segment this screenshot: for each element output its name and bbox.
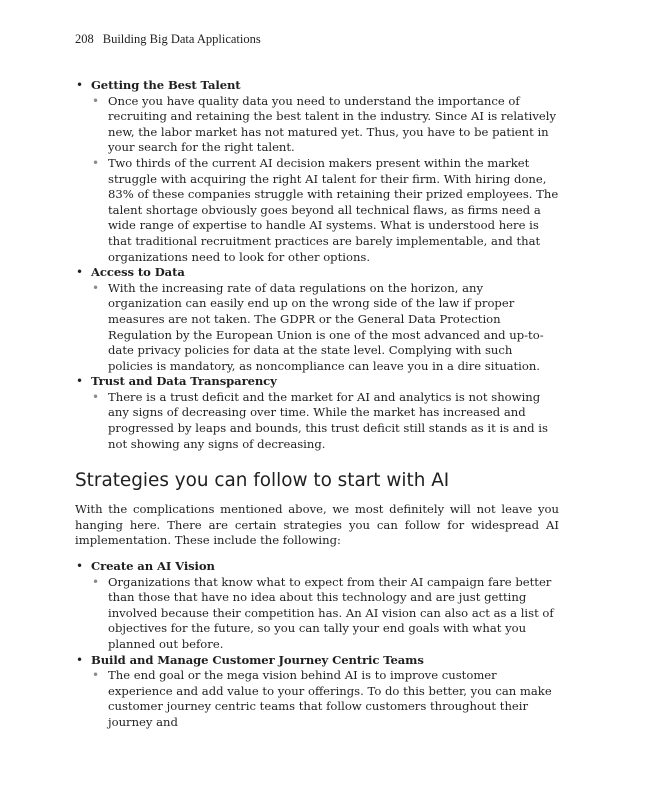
challenges-list (75, 78, 559, 452)
sub-list-item (91, 390, 559, 452)
sub-list-item (91, 575, 559, 653)
sub-bullet-icon: • (92, 93, 100, 108)
list-item (75, 374, 559, 452)
running-header (75, 32, 261, 47)
bullet-icon: • (76, 78, 84, 92)
sub-list-item (91, 94, 559, 156)
list-item (75, 653, 559, 731)
list-item-heading: Getting the Best Talent (91, 78, 241, 92)
running-title: Building Big Data Applications (102, 32, 261, 46)
list-item-heading: Build and Manage Customer Journey Centric Teams (91, 652, 424, 667)
sub-list (91, 668, 559, 730)
sub-bullet-icon: • (92, 668, 100, 683)
sub-bullet-icon: • (92, 389, 100, 404)
sub-bullet-icon: • (92, 574, 100, 589)
sub-list-text: The end goal or the mega vision behind AI is to improve customer experience and add value to your offerings. To do this better, you can make customer journey centric teams that follow customers throughout their journey and (108, 668, 552, 729)
list-item-heading: Create an AI Vision (91, 559, 215, 574)
section-heading: Strategies you can follow to start with AI (75, 470, 450, 492)
list-item (75, 265, 559, 374)
list-item (75, 559, 559, 653)
sub-list (91, 575, 559, 653)
bullet-icon: • (76, 374, 84, 389)
sub-bullet-icon: • (92, 280, 100, 295)
page-number: 208 (75, 32, 94, 46)
list-item-heading: Access to Data (91, 265, 185, 280)
page-body (75, 78, 559, 731)
bullet-icon: • (76, 559, 84, 574)
strategies-list (75, 559, 559, 731)
sub-list-text: Two thirds of the current AI decision makers present within the market struggle with acquiring the right AI talent for their firm. With hiring done, 83% of these companies struggle with retaining their prized employees. The talent shortage obviously goes beyond all technical flaws, as firms need a wide range of expertise to handle AI systems. What is understood here is that traditional recruitment practices are barely implementable, and that organizations need to look for other options. (108, 155, 559, 264)
sub-list-item (91, 668, 559, 730)
sub-list (91, 390, 559, 452)
sub-bullet-icon: • (92, 155, 100, 170)
sub-list (91, 94, 559, 266)
section-intro-paragraph: With the complications mentioned above, we most definitely will not leave you hanging here. There are certain strategies you can follow for widespread AI implementation. These include the following: (75, 502, 559, 548)
sub-list-item (91, 281, 559, 375)
sub-list-text: Once you have quality data you need to understand the importance of recruiting and retaining the best talent in the industry. Since AI is relatively new, the labor market has not matured yet. Thus, you have to be patient in your search for the right talent. (108, 93, 556, 155)
bullet-icon: • (76, 652, 84, 667)
sub-list-text: There is a trust deficit and the market for AI and analytics is not showing any signs of decreasing over time. While the market has increased and progressed by leaps and bounds, this trust deficit still stands as it is and is not showing any signs of decreasing. (108, 389, 548, 451)
list-item (75, 78, 559, 265)
sub-list-item (91, 156, 559, 265)
sub-list (91, 281, 559, 375)
bullet-icon: • (76, 265, 84, 280)
sub-list-text: With the increasing rate of data regulations on the horizon, any organization can easily end up on the wrong side of the law if proper measures are not taken. The GDPR or the General Data Protection Regulation by the European Union is one of the most advanced and up-to-date privacy policies for data at the state level. Complying with such policies is mandatory, as noncompliance can leave you in a dire situation. (108, 280, 544, 373)
list-item-heading: Trust and Data Transparency (91, 374, 277, 389)
sub-list-text: Organizations that know what to expect from their AI campaign fare better than those that have no idea about this technology and are just getting involved because their competition has. An AI vision can also act as a list of objectives for the future, so you can tally your end goals with what you planned out before. (108, 574, 554, 651)
